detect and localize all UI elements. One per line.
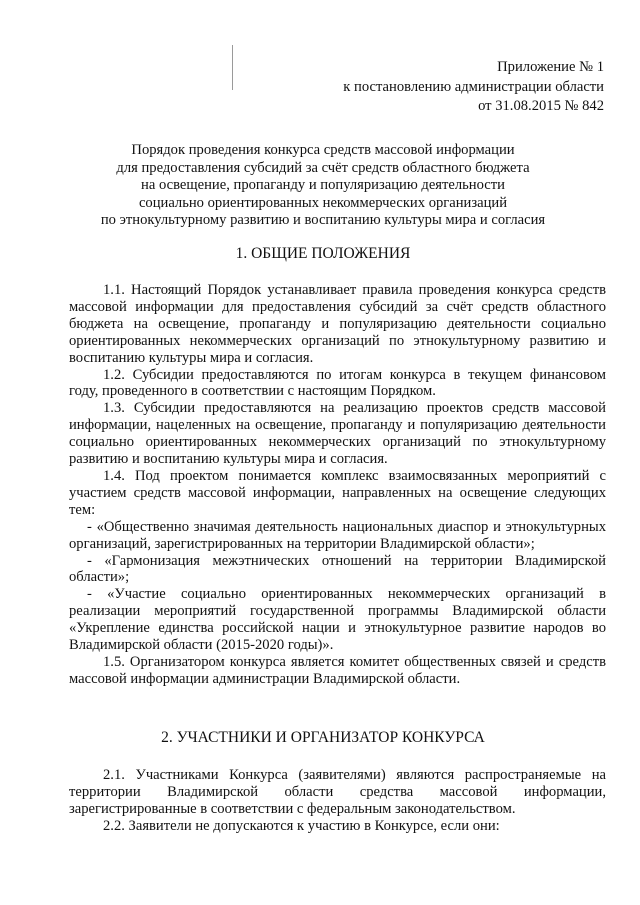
appendix-number: Приложение № 1 bbox=[497, 59, 604, 75]
title-line: по этнокультурному развитию и воспитанию культуры мира и согласия bbox=[100, 212, 546, 229]
topic-item: - «Гармонизация межэтнических отношений на территории Владимирской области»; bbox=[69, 552, 606, 586]
appendix-date: от 31.08.2015 № 842 bbox=[478, 98, 604, 114]
title-line: для предоставления субсидий за счёт средств областного бюджета bbox=[116, 159, 530, 176]
topic-item: - «Участие социально ориентированных некоммерческих организаций в реализации мероприятий государственной программы Владимирской области «Укрепление единства российской нации и этнокультурное развитие народов во Владимирской области (2015-2020 годы)». bbox=[69, 586, 606, 654]
paragraph-2-1: 2.1. Участниками Конкурса (заявителями) являются распространяемые на территории Владимирской области средства массовой информации, зарегистрированные в соответствии с федеральным законодательством. bbox=[69, 767, 606, 817]
title-line: социально ориентированных некоммерческих организаций bbox=[138, 194, 508, 211]
paragraph-1-1: 1.1. Настоящий Порядок устанавливает правила проведения конкурса средств массовой информации для предоставления субсидий за счёт средств областного бюджета на освещение, пропаганду и популяризацию деятельности социально ориентированных некоммерческих организаций по этнокультурному развитию и воспитанию культуры мира и согласия. bbox=[69, 282, 606, 366]
topic-item: - «Общественно значимая деятельность национальных диаспор и этнокультурных организаций, зарегистрированных на территории Владимирской области»; bbox=[69, 518, 606, 552]
paragraph-2-2: 2.2. Заявители не допускаются к участию в Конкурсе, если они: bbox=[103, 817, 500, 834]
paragraph-1-4: 1.4. Под проектом понимается комплекс взаимосвязанных мероприятий с участием средств массовой информации, направленных на освещение следующих тем: bbox=[69, 467, 606, 518]
scan-artifact-line bbox=[232, 45, 233, 90]
paragraph-1-2: 1.2. Субсидии предоставляются по итогам конкурса в текущем финансовом году, проведенного в соответствии с настоящим Порядком. bbox=[69, 366, 606, 400]
document-title bbox=[40, 142, 606, 230]
section-2-heading: 2. УЧАСТНИКИ И ОРГАНИЗАТОР КОНКУРСА bbox=[161, 729, 485, 746]
paragraph-1-5: 1.5. Организатором конкурса является комитет общественных связей и средств массовой информации администрации Владимирской области. bbox=[69, 653, 606, 687]
appendix-note bbox=[343, 58, 604, 117]
title-line: на освещение, пропаганду и популяризацию деятельности bbox=[141, 177, 505, 194]
section-2-body bbox=[69, 767, 606, 835]
appendix-reference: к постановлению администрации области bbox=[343, 78, 604, 95]
paragraph-1-3: 1.3. Субсидии предоставляются на реализацию проектов средств массовой информации, нацеленных на освещение, пропаганду и популяризацию деятельности социально ориентированных некоммерческих организаций по этнокультурному развитию и воспитанию культуры мира и согласия. bbox=[69, 400, 606, 468]
title-line: Порядок проведения конкурса средств массовой информации bbox=[131, 142, 515, 158]
section-1-body bbox=[69, 282, 606, 688]
section-1-heading: 1. ОБЩИЕ ПОЛОЖЕНИЯ bbox=[235, 245, 411, 262]
